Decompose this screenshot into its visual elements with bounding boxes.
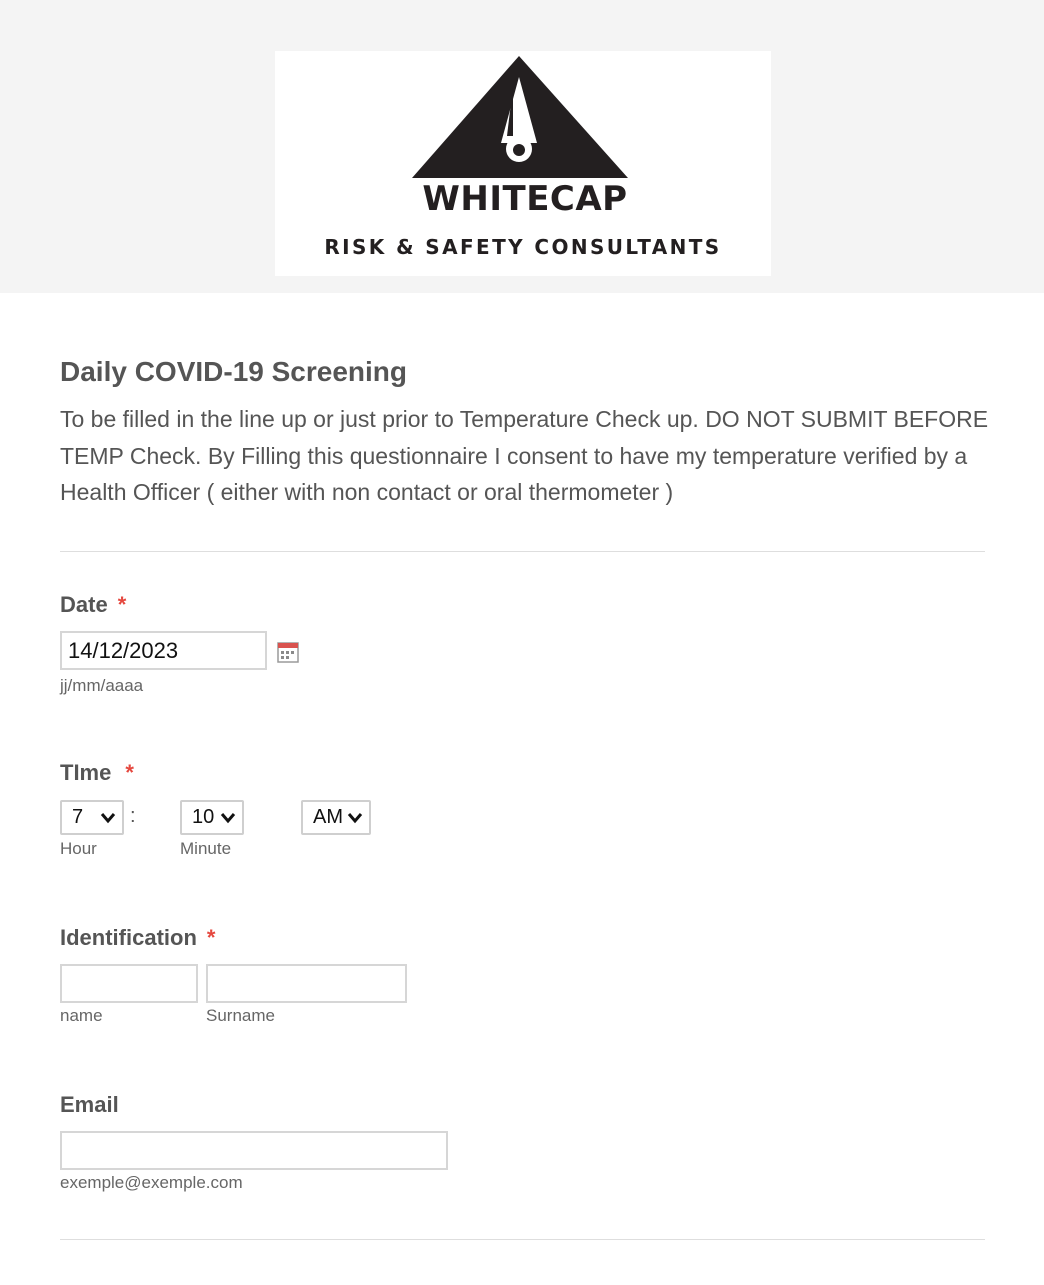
hour-sublabel: Hour (60, 839, 97, 858)
date-format-hint: jj/mm/aaaa (60, 676, 144, 695)
page-title: Daily COVID-19 Screening (60, 356, 408, 387)
chevron-down-icon (100, 811, 116, 825)
email-label: Email (60, 1092, 119, 1117)
time-separator: : (130, 805, 136, 827)
triangle-logo-icon (275, 51, 771, 181)
section-divider (60, 551, 985, 552)
hour-select[interactable]: 7 (60, 800, 124, 835)
ampm-select[interactable]: AM (301, 800, 371, 835)
form-description: To be filled in the line up or just prior to Temperature Check up. DO NOT SUBMIT BEFORE TEMP Check. By Filling this questionnaire I consent to have my temperature verified by a Health Officer ( either with non contact or oral thermometer ) (60, 406, 989, 505)
first-name-sublabel: name (60, 1006, 103, 1025)
chevron-down-icon (220, 811, 236, 825)
required-asterisk: * (125, 760, 134, 785)
section-divider (60, 1239, 985, 1240)
logo-wordmark: WHITECAP (422, 179, 628, 219)
surname-sublabel: Surname (206, 1006, 275, 1025)
first-name-input[interactable] (60, 964, 198, 1003)
time-label: TIme * (60, 760, 134, 785)
surname-input[interactable] (206, 964, 407, 1003)
date-label: Date * (60, 592, 127, 617)
date-input[interactable] (60, 631, 267, 670)
minute-select[interactable]: 10 (180, 800, 244, 835)
chevron-down-icon (347, 811, 363, 825)
logo-tagline: RISK & SAFETY CONSULTANTS (324, 235, 722, 259)
form-header (0, 0, 1044, 293)
email-example-hint: exemple@exemple.com (60, 1173, 243, 1192)
minute-sublabel: Minute (180, 839, 232, 858)
calendar-icon[interactable] (277, 641, 299, 663)
identification-label: Identification * (60, 925, 216, 950)
email-input[interactable] (60, 1131, 448, 1170)
required-asterisk: * (117, 592, 127, 617)
required-asterisk: * (206, 925, 216, 950)
company-logo (275, 51, 771, 276)
